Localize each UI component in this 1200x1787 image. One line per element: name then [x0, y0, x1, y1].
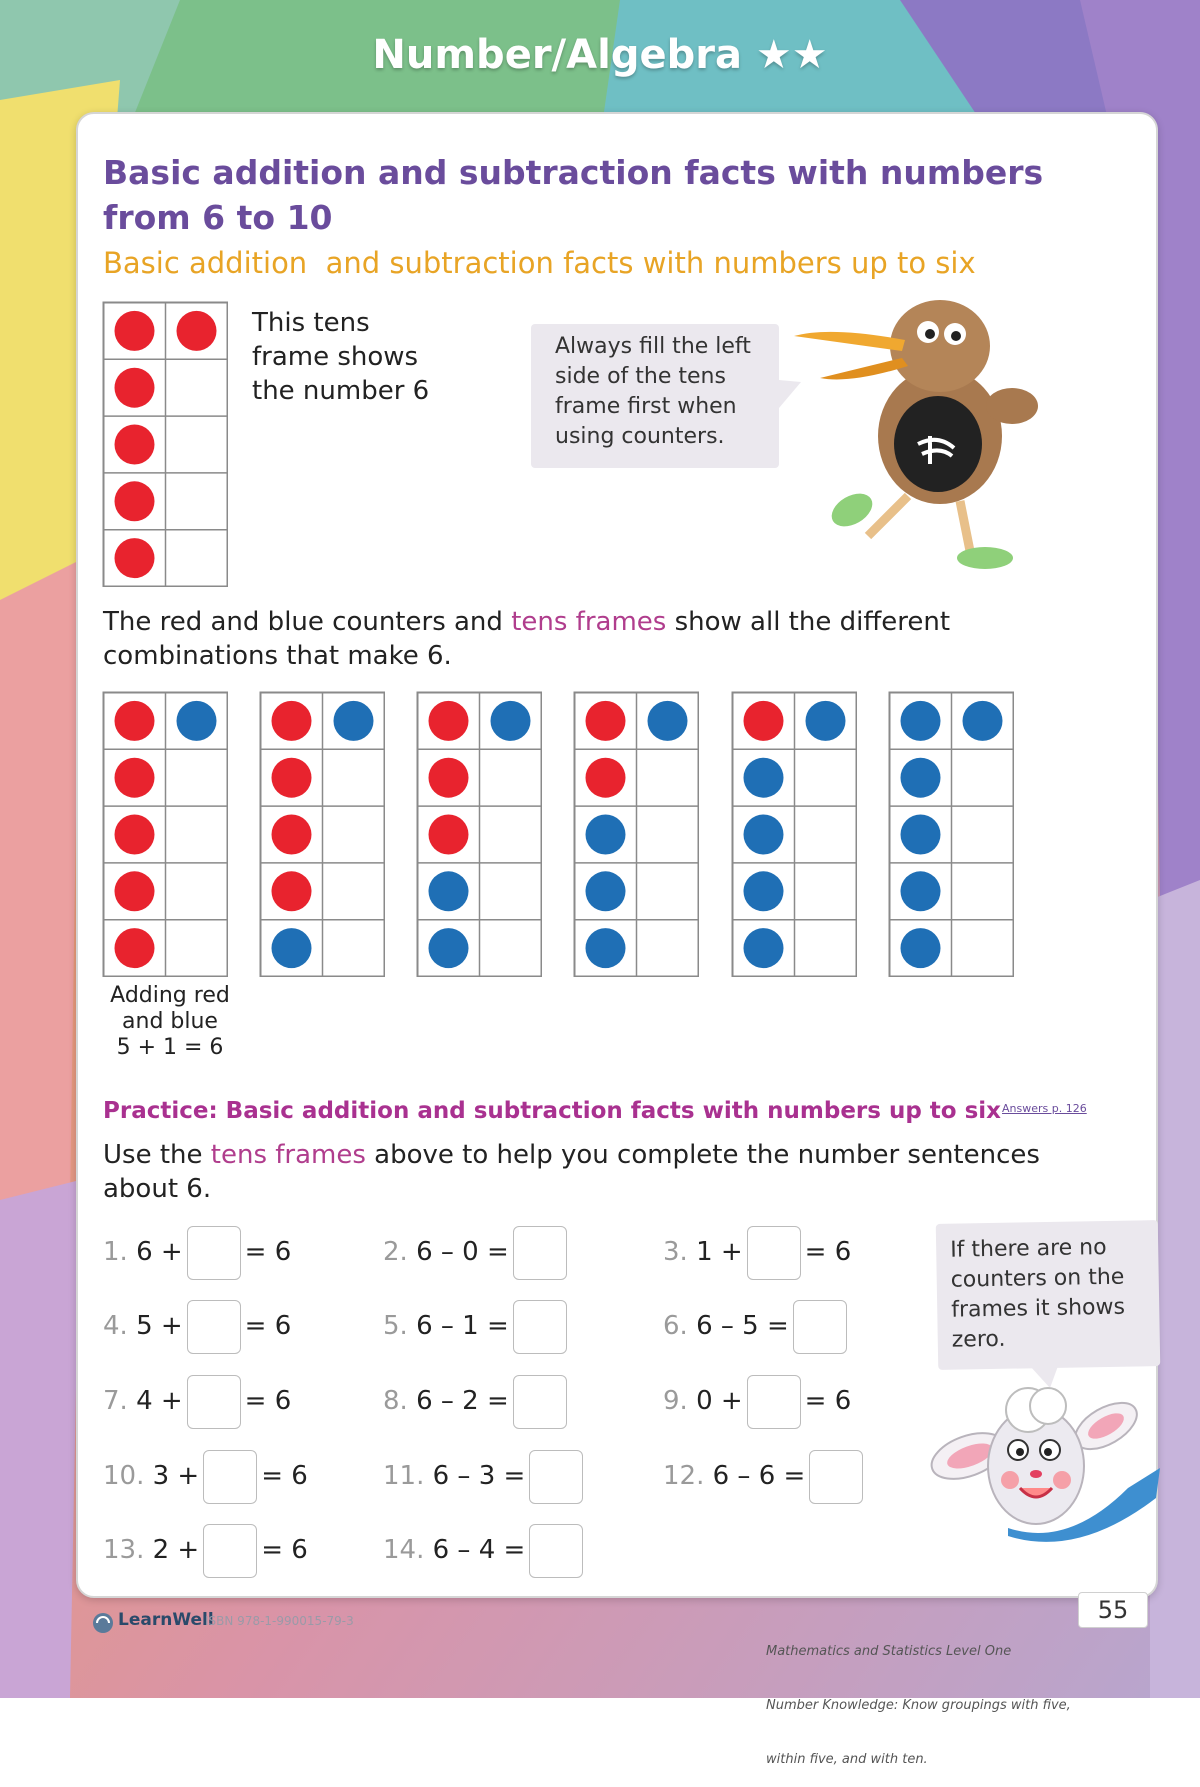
lamb-bubble-line: frames it shows — [951, 1294, 1126, 1323]
practice-heading: Practice: Basic addition and subtraction facts with numbers up to six — [103, 1098, 1002, 1124]
kiwi-bubble-line: side of the tens — [555, 364, 726, 389]
question-text: 6 – 1 = — [416, 1311, 509, 1341]
isbn-text: ISBN 978-1-990015-79-3 — [205, 1614, 354, 1628]
blue-counter — [744, 815, 784, 855]
question-text: 6 + — [136, 1237, 183, 1267]
lamb-bubble-line: If there are no — [949, 1234, 1107, 1263]
question-text: 1 + — [696, 1237, 743, 1267]
question-text: = 6 — [261, 1461, 308, 1491]
section-title: Basic addition and subtraction facts with numbers from 6 to 10 — [103, 153, 1044, 237]
tens-frame-combination-4 — [573, 691, 699, 977]
blue-counter — [744, 928, 784, 968]
kiwi-bubble-line: frame first when — [555, 394, 737, 419]
curriculum-footnote — [766, 1607, 1071, 1787]
red-counter — [429, 701, 469, 741]
tens-frames-highlight: tens frames — [210, 1140, 366, 1170]
tens-frame-combination-6 — [888, 691, 1014, 977]
question-number: 6. — [663, 1311, 688, 1341]
answer-box[interactable] — [203, 1524, 257, 1578]
combinations-text: The red and blue counters and — [103, 607, 512, 637]
question-2 — [383, 1224, 571, 1280]
question-text: 6 – 5 = — [696, 1311, 789, 1341]
question-text: 4 + — [136, 1386, 183, 1416]
question-8 — [383, 1373, 571, 1429]
page-header: Number/Algebra ★★ — [372, 32, 828, 78]
answer-box[interactable] — [529, 1524, 583, 1578]
combinations-text-line-2: combinations that make 6. — [103, 641, 452, 671]
answer-box[interactable] — [513, 1300, 567, 1354]
blue-counter — [491, 701, 531, 741]
red-counter — [115, 815, 155, 855]
instruction-text: above to help you complete the number sentences — [365, 1140, 1040, 1170]
question-text: 6 – 2 = — [416, 1386, 509, 1416]
blue-counter — [963, 701, 1003, 741]
tens-frame-intro — [102, 301, 228, 587]
intro-text-line-3: the number 6 — [252, 376, 430, 406]
answer-box[interactable] — [187, 1375, 241, 1429]
lamb-speech-bubble — [936, 1220, 1161, 1370]
blue-counter — [901, 701, 941, 741]
caption-line: Adding red — [110, 983, 230, 1008]
question-text: = 6 — [244, 1237, 292, 1267]
question-text: = 6 — [244, 1386, 292, 1416]
red-counter — [115, 481, 155, 521]
question-number: 2. — [383, 1237, 408, 1267]
question-14 — [383, 1522, 587, 1578]
combinations-text-line-1 — [103, 605, 950, 639]
question-number: 11. — [383, 1461, 425, 1491]
question-3 — [663, 1224, 851, 1280]
blue-counter — [744, 871, 784, 911]
combinations-text: show all the different — [666, 607, 951, 637]
red-counter — [744, 701, 784, 741]
blue-counter — [429, 928, 469, 968]
answer-box[interactable] — [187, 1300, 241, 1354]
practice-instruction-line-2: about 6. — [103, 1174, 212, 1204]
red-counter — [115, 928, 155, 968]
caption-line: and blue — [122, 1009, 218, 1034]
page-number: 55 — [1078, 1592, 1148, 1628]
tens-frame-combination-5 — [731, 691, 857, 977]
red-counter — [272, 758, 312, 798]
question-1 — [103, 1224, 291, 1280]
kiwi-speech-bubble — [531, 324, 779, 468]
answer-box[interactable] — [513, 1226, 567, 1280]
answer-box[interactable] — [747, 1226, 801, 1280]
instruction-text: Use the — [103, 1140, 211, 1170]
question-4 — [103, 1298, 291, 1354]
red-counter — [272, 815, 312, 855]
red-counter — [115, 538, 155, 578]
question-text: 6 – 6 = — [712, 1461, 806, 1491]
red-counter — [115, 701, 155, 741]
question-7 — [103, 1373, 291, 1429]
blue-counter — [901, 815, 941, 855]
question-text: 5 + — [136, 1311, 183, 1341]
red-counter — [177, 311, 217, 351]
question-text: = 6 — [804, 1237, 852, 1267]
footnote-line: Number Knowledge: Know groupings with five, — [766, 1698, 1071, 1713]
red-counter — [586, 758, 626, 798]
red-counter — [272, 701, 312, 741]
frame-caption — [98, 983, 242, 1061]
question-number: 10. — [103, 1461, 145, 1491]
blue-counter — [586, 871, 626, 911]
question-5 — [383, 1298, 571, 1354]
learnwell-logo-icon — [92, 1612, 114, 1634]
caption-line: 5 + 1 = 6 — [116, 1035, 224, 1060]
footnote-line: Mathematics and Statistics Level One — [766, 1644, 1012, 1659]
answer-box[interactable] — [529, 1450, 583, 1504]
question-text: = 6 — [804, 1386, 852, 1416]
blue-counter — [334, 701, 374, 741]
question-text: = 6 — [261, 1535, 308, 1565]
red-counter — [429, 815, 469, 855]
question-number: 5. — [383, 1311, 408, 1341]
blue-counter — [586, 815, 626, 855]
blue-counter — [177, 701, 217, 741]
lamb-icon — [928, 1378, 1166, 1548]
answer-box[interactable] — [747, 1375, 801, 1429]
kiwi-bubble-line: Always fill the left — [555, 334, 751, 359]
section-subtitle: Basic addition and subtraction facts with numbers up to six — [103, 246, 976, 280]
blue-counter — [901, 758, 941, 798]
red-counter — [115, 758, 155, 798]
tens-frame-combination-1 — [102, 691, 228, 977]
red-counter — [586, 701, 626, 741]
blue-counter — [744, 758, 784, 798]
lamb-bubble-line: counters on the — [950, 1264, 1125, 1293]
kiwi-bubble-line: using counters. — [555, 424, 725, 449]
question-13 — [103, 1522, 308, 1578]
question-number: 3. — [663, 1237, 688, 1267]
tens-frame-combination-2 — [259, 691, 385, 977]
blue-counter — [806, 701, 846, 741]
question-number: 7. — [103, 1386, 128, 1416]
blue-counter — [429, 871, 469, 911]
lamb-bubble-line: zero. — [951, 1326, 1006, 1353]
question-6 — [663, 1298, 851, 1354]
question-11 — [383, 1448, 587, 1504]
blue-counter — [648, 701, 688, 741]
footnote-line: within five, and with ten. — [766, 1752, 928, 1767]
blue-counter — [901, 928, 941, 968]
question-number: 12. — [663, 1461, 705, 1491]
intro-text-line-2: frame shows — [252, 342, 419, 372]
question-9 — [663, 1373, 851, 1429]
answers-reference-link[interactable]: Answers p. 126 — [1002, 1102, 1087, 1115]
question-text: 6 – 4 = — [432, 1535, 526, 1565]
blue-counter — [901, 871, 941, 911]
answer-box[interactable] — [203, 1450, 257, 1504]
answer-box[interactable] — [809, 1450, 863, 1504]
answer-box[interactable] — [513, 1375, 567, 1429]
red-counter — [115, 425, 155, 465]
question-number: 1. — [103, 1237, 128, 1267]
question-text: 2 + — [152, 1535, 200, 1565]
question-number: 9. — [663, 1386, 688, 1416]
question-10 — [103, 1448, 308, 1504]
red-counter — [115, 871, 155, 911]
question-text: 6 – 3 = — [432, 1461, 526, 1491]
answer-box[interactable] — [187, 1226, 241, 1280]
question-number: 13. — [103, 1535, 145, 1565]
practice-instruction-line-1 — [103, 1138, 1040, 1172]
question-text: 0 + — [696, 1386, 743, 1416]
red-counter — [115, 311, 155, 351]
red-counter — [115, 368, 155, 408]
kiwi-bird-icon — [790, 296, 1040, 576]
red-counter — [272, 871, 312, 911]
question-text: 3 + — [152, 1461, 200, 1491]
blue-counter — [272, 928, 312, 968]
red-counter — [429, 758, 469, 798]
tens-frame-combination-3 — [416, 691, 542, 977]
answer-box[interactable] — [793, 1300, 847, 1354]
question-number: 8. — [383, 1386, 408, 1416]
tens-frames-highlight: tens frames — [511, 607, 667, 637]
blue-counter — [586, 928, 626, 968]
learnwell-brand-text: LearnWell — [118, 1610, 214, 1630]
question-number: 4. — [103, 1311, 128, 1341]
question-number: 14. — [383, 1535, 425, 1565]
intro-text-line-1: This tens — [252, 308, 370, 338]
question-text: 6 – 0 = — [416, 1237, 509, 1267]
question-12 — [663, 1448, 867, 1504]
question-text: = 6 — [244, 1311, 292, 1341]
